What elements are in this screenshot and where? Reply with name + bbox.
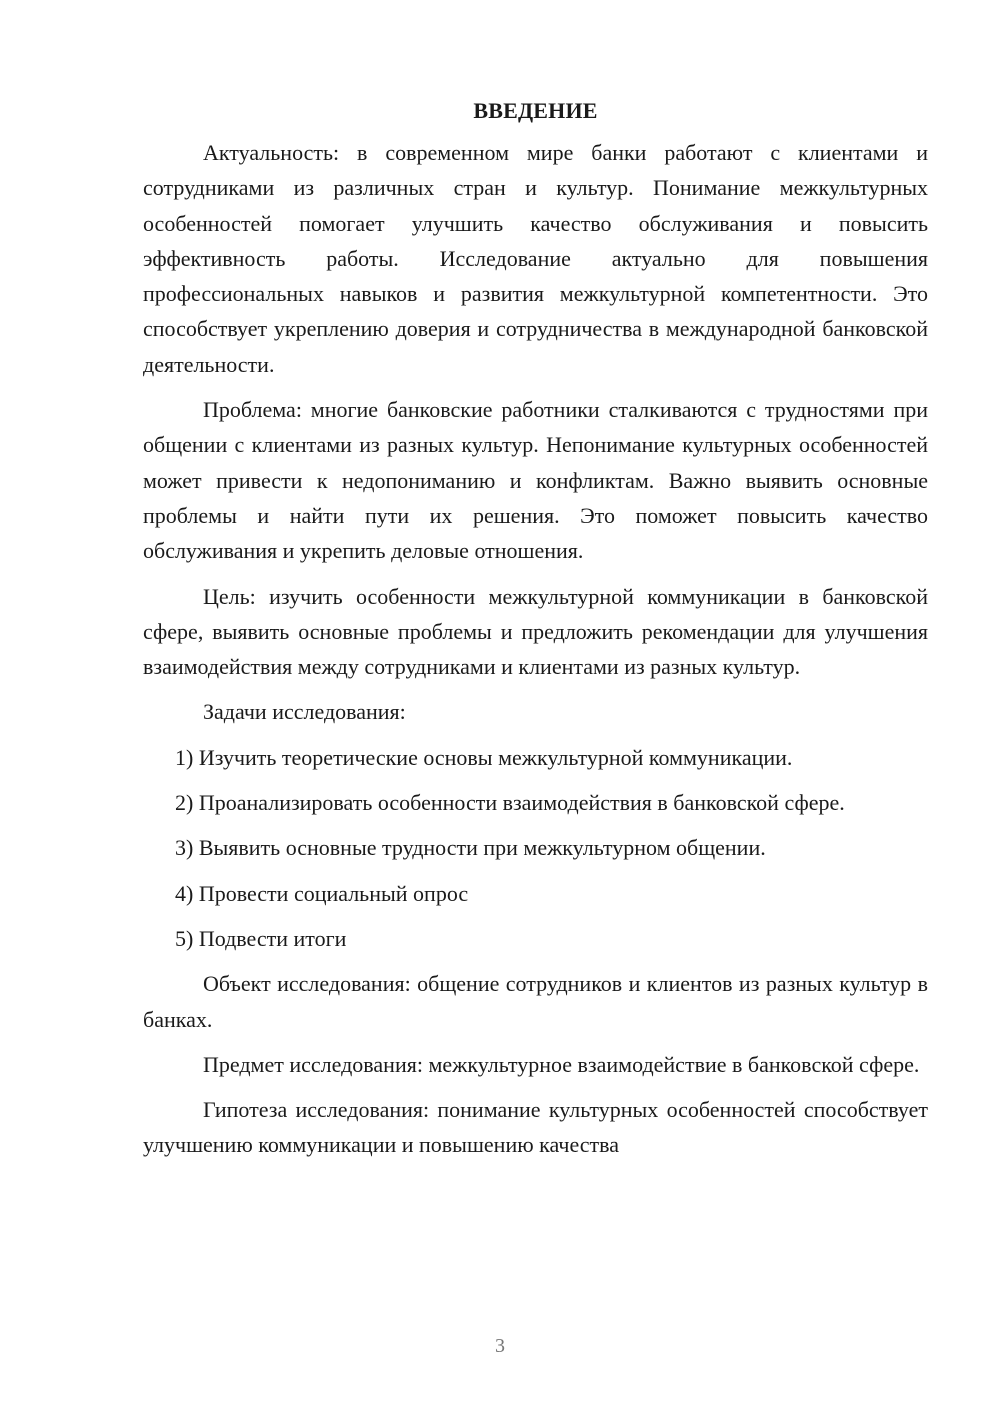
tasks-heading: Задачи исследования:	[203, 699, 406, 725]
task-item-3: 3) Выявить основные трудности при межкультурном общении.	[175, 835, 766, 861]
paragraph-object: Объект исследования: общение сотрудников и клиентов из разных культур в банках.	[143, 971, 928, 1032]
paragraph-relevance: Актуальность: в современном мире банки работают с клиентами и сотрудниками из различных стран и культур. Понимание межкультурных особенностей помогает улучшить качество обслуживания и повысить эффективность работы. Исследование актуально для повышения профессиональных навыков и развития межкультурной компетентности. Это способствует укреплению доверия и сотрудничества в международной банковской деятельности.	[143, 140, 928, 377]
task-item-2: 2) Проанализировать особенности взаимодействия в банковской сфере.	[175, 790, 845, 816]
paragraph-hypothesis: Гипотеза исследования: понимание культурных особенностей способствует улучшению коммуникации и повышению качества	[143, 1097, 928, 1158]
task-item-5: 5) Подвести итоги	[175, 925, 347, 951]
paragraph-goal: Цель: изучить особенности межкультурной коммуникации в банковской сфере, выявить основные проблемы и предложить рекомендации для улучшения взаимодействия между сотрудниками и клиентами из разных культур.	[143, 583, 928, 680]
task-item-4: 4) Провести социальный опрос	[175, 880, 469, 906]
paragraph-subject: Предмет исследования: межкультурное взаимодействие в банковской сфере.	[203, 1051, 920, 1077]
page-number: 3	[495, 1335, 505, 1357]
page-title: ВВЕДЕНИЕ	[473, 98, 598, 123]
task-item-1: 1) Изучить теоретические основы межкультурной коммуникации.	[175, 744, 793, 770]
paragraph-problem: Проблема: многие банковские работники сталкиваются с трудностями при общении с клиентами из разных культур. Непонимание культурных особенностей может привести к недопониманию и конфликтам. Важно выявить основные проблемы и найти пути их решения. Это поможет повысить качество обслуживания и укрепить деловые отношения.	[143, 397, 928, 564]
page-content	[143, 95, 928, 1173]
